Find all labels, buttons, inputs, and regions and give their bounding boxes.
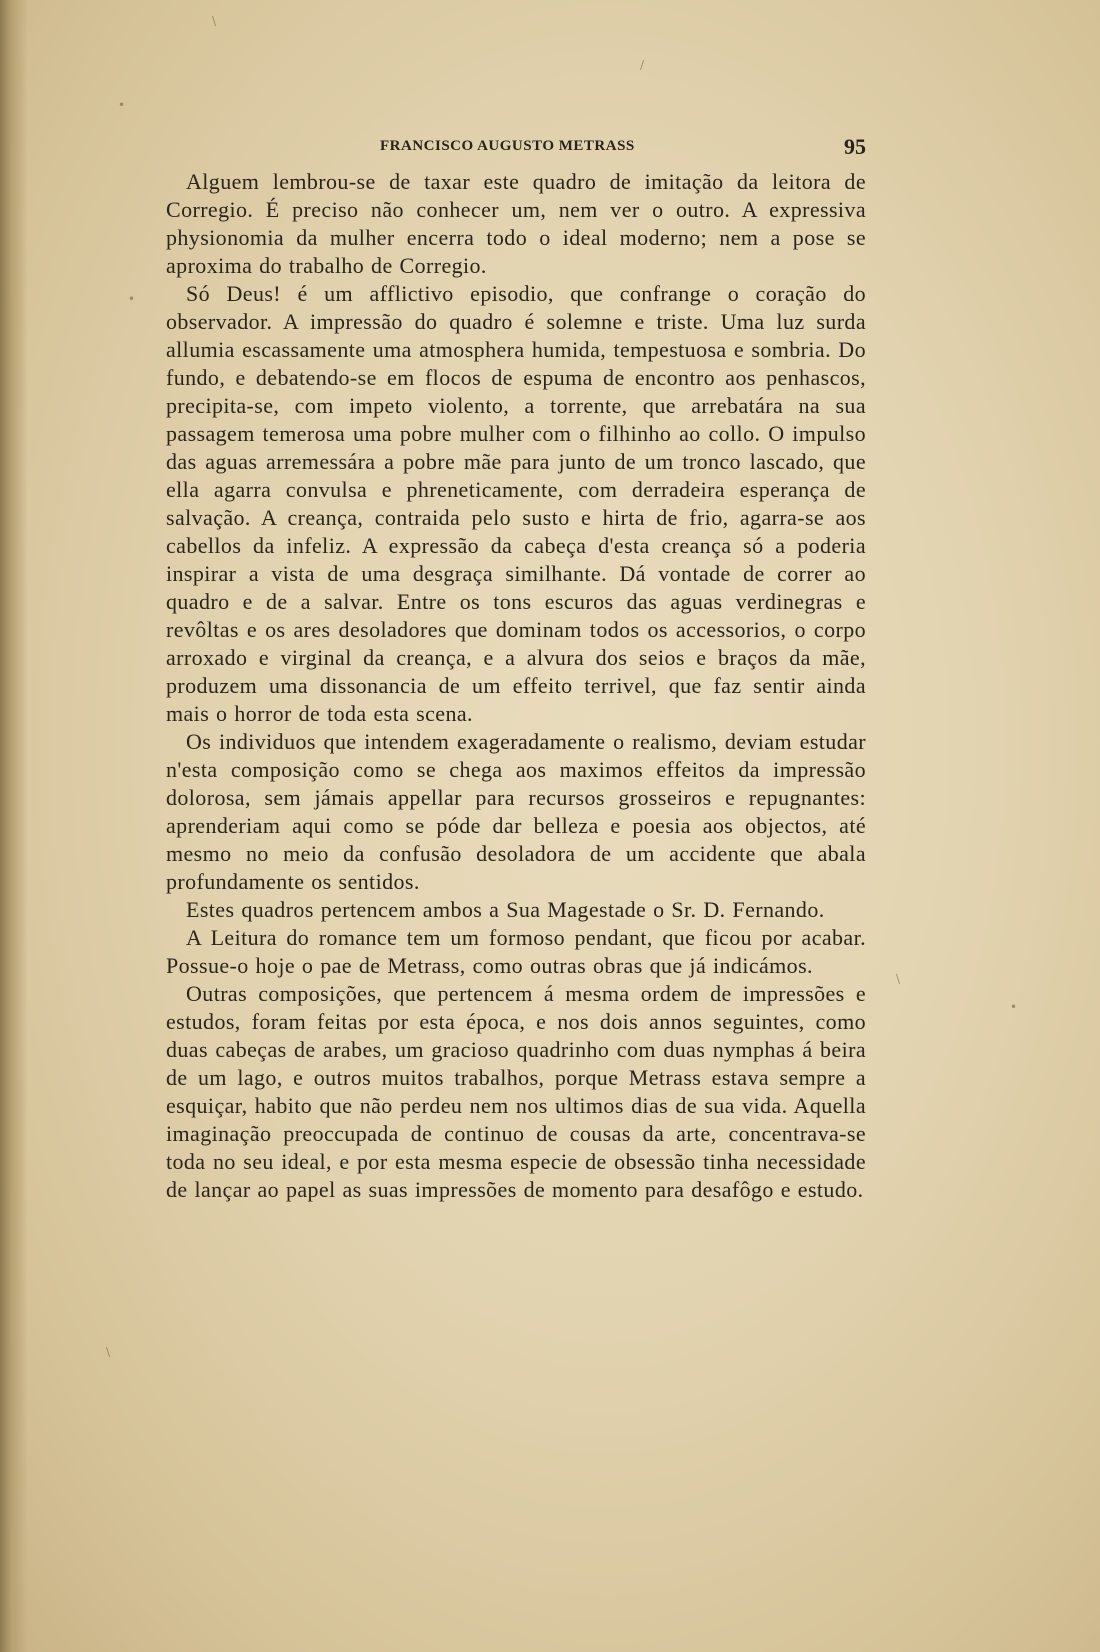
paragraph-5: A Leitura do romance tem um formoso pendant, que ficou por acabar. Possue-o hoje o pae de Metrass, como outras obras que já indicámos. xyxy=(166,925,866,978)
paragraph-1: Alguem lembrou-se de taxar este quadro de imitação da leitora de Corregio. É preciso não conhecer um, nem ver o outro. A expressiva physionomia da mulher encerra todo o ideal moderno; nem a pose se aproxima do trabalho de Corregio. xyxy=(166,169,866,278)
paragraph-6: Outras composições, que pertencem á mesma ordem de impressões e estudos, foram feitas por esta época, e nos dois annos seguintes, como duas cabeças de arabes, um gracioso quadrinho com duas nymphas á beira de um lago, e outros muitos trabalhos, porque Metrass estava sempre a esquiçar, habito que não perdeu nem nos ultimos dias de sua vida. Aquella imaginação preoccupada de continuo de cousas da arte, concentrava-se toda no seu ideal, e por esta mesma especie de obsessão tinha necessidade de lançar ao papel as suas impressões de momento para desafôgo e estudo. xyxy=(166,981,866,1202)
spine-shadow xyxy=(0,0,28,1652)
body-text xyxy=(166,168,866,1204)
running-title: FRANCISCO AUGUSTO METRASS xyxy=(380,138,635,154)
paragraph-3: Os individuos que intendem exageradamente o realismo, deviam estudar n'esta composição como se chega aos maximos effeitos da impressão dolorosa, sem jámais appellar para recursos grosseiros e repugnantes: aprenderiam aqui como se póde dar belleza e poesia aos objectos, até mesmo no meio da confusão desoladora de um accidente que abala profundamente os sentidos. xyxy=(166,729,866,894)
book-page: \ • / • • \ \ FRANCISCO AUGUSTO METRASS 95 Alguem lembrou-se de taxar este quadro de imitação da leitora de Corregio. É preciso não conhecer um, nem ver o outro. A expressiva physionomia da mulher encerra todo o ideal moderno; nem a pose se aproxima do trabalho de Corregio. Só Deus! é um afflictivo episodio, que confrange o coração do observador. A impressão do quadro é solemne e triste. Uma luz surda allumia escassamente uma atmosphera humida, tempestuosa e sombria. Do fundo, e debatendo-se em flocos de espuma de encontro aos penhascos, precipita-se, com impeto violento, a torrente, que arrebatára na sua passagem temerosa uma pobre mulher com o filhinho ao collo. O impulso das aguas arremessára a pobre mãe para junto de um tronco lascado, que ella agarra convulsa e phreneticamente, com derradeira esperança de salvação. A creança, contraida pelo susto e hirta de frio, agarra-se aos cabellos da infeliz. A expressão da cabeça d'esta creança só a poderia inspirar a vista de uma desgraça similhante. Dá vontade de correr ao quadro e de a salvar. Entre os tons escuros das aguas verdinegras e revôltas e os ares desoladores que dominam todos os accessorios, o corpo arroxado e virginal da creança, e a alvura dos seios e braços da mãe, produzem uma dissonancia de um effeito terrivel, que faz sentir ainda mais o horror de toda esta scena. Os individuos que intendem exageradamente o realismo, deviam estudar n'esta composição como se chega aos maximos effeitos da impressão dolorosa, sem jámais appellar para recursos grosseiros e repugnantes: aprenderiam aqui como se póde dar belleza e poesia aos objectos, até mesmo no meio da confusão desoladora de um accidente que abala profundamente os sentidos. Estes quadros pertencem ambos a Sua Magestade o Sr. D. Fernando. A Leitura do romance tem um formoso pendant, que ficou por acabar. Possue-o hoje o pae de Metrass, como outras obras que já indicámos. Outras composições, que pertencem á mesma ordem de impressões e estudos, foram feitas por esta época, e nos dois annos seguintes, como duas cabeças de arabes, um gracioso quadrinho com duas nymphas á beira de um lago, e outros muitos trabalhos, porque Metrass estava sempre a esquiçar, habito que não perdeu nem nos ultimos dias de sua vida. Aquella imaginação preoccupada de continuo de cousas da arte, concentrava-se toda no seu ideal, e por esta mesma especie de obsessão tinha necessidade de lançar ao papel as suas impressões de momento para desafôgo e estudo. xyxy=(0,0,1100,1652)
page-number: 95 xyxy=(844,134,866,159)
paragraph-2: Só Deus! é um afflictivo episodio, que confrange o coração do observador. A impressão do quadro é solemne e triste. Uma luz surda allumia escassamente uma atmosphera humida, tempestuosa e sombria. Do fundo, e debatendo-se em flocos de espuma de encontro aos penhascos, precipita-se, com impeto violento, a torrente, que arrebatára na sua passagem temerosa uma pobre mulher com o filhinho ao collo. O impulso das aguas arremessára a pobre mãe para junto de um tronco lascado, que ella agarra convulsa e phreneticamente, com derradeira esperança de salvação. A creança, contraida pelo susto e hirta de frio, agarra-se aos cabellos da infeliz. A expressão da cabeça d'esta creança só a poderia inspirar a vista de uma desgraça similhante. Dá vontade de correr ao quadro e de a salvar. Entre os tons escuros das aguas verdinegras e revôltas e os ares desoladores que dominam todos os accessorios, o corpo arroxado e virginal da creança, e a alvura dos seios e braços da mãe, produzem uma dissonancia de um effeito terrivel, que faz sentir ainda mais o horror de toda esta scena. xyxy=(166,281,866,726)
running-header xyxy=(168,134,866,164)
paragraph-4: Estes quadros pertencem ambos a Sua Magestade o Sr. D. Fernando. xyxy=(186,897,825,922)
